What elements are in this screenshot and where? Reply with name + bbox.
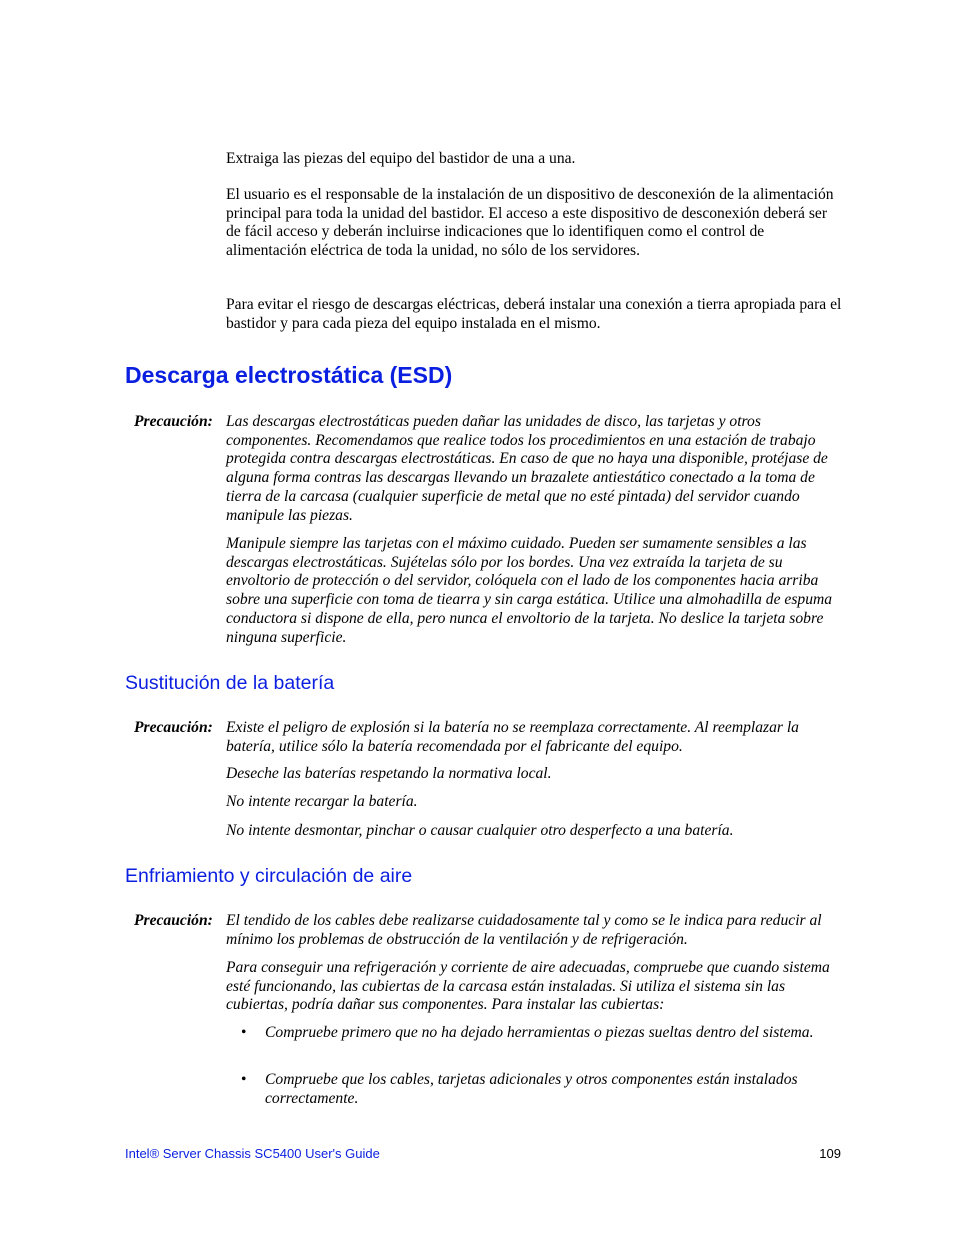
footer-page-number: 109 <box>819 1146 841 1161</box>
caution-label-esd: Precaución: <box>134 413 213 430</box>
caution-text-cooling-1: El tendido de los cables debe realizarse cuidadosamente tal y como se le indica para reducir al mínimo los problemas de obstrucción de la ventilación y de refrigeración. <box>226 912 822 948</box>
footer-document-title: Intel® Server Chassis SC5400 User's Guide <box>125 1146 380 1161</box>
section-heading-cooling: Enfriamiento y circulación de aire <box>125 865 413 887</box>
list-item: Compruebe que los cables, tarjetas adicionales y otros componentes están instalados correctamente. <box>265 1071 798 1107</box>
caution-label-battery: Precaución: <box>134 719 213 736</box>
caution-label-cooling: Precaución: <box>134 912 213 929</box>
caution-text-battery-3: No intente recargar la batería. <box>226 793 418 810</box>
list-item: Compruebe primero que no ha dejado herramientas o piezas sueltas dentro del sistema. <box>265 1024 814 1041</box>
intro-paragraph-1: Extraiga las piezas del equipo del bastidor de una a una. <box>226 150 576 167</box>
section-heading-battery: Sustitución de la batería <box>125 672 335 694</box>
section-heading-esd: Descarga electrostática (ESD) <box>125 362 453 388</box>
caution-text-esd-1: Las descargas electrostáticas pueden dañar las unidades de disco, las tarjetas y otros componentes. Recomendamos que realice todos los procedimientos en una estación de trabajo protegida contra descargas electrostáticas. En caso de que no haya una disponible, protéjase de alguna forma contras las descargas llevando un brazalete antiestático conectado a la toma de tierra de la carcasa (cualquier superficie de metal que no esté pintada) del servidor cuando manipule las piezas. <box>226 413 828 524</box>
caution-text-cooling-2: Para conseguir una refrigeración y corriente de aire adecuadas, compruebe que cuando sistema esté funcionando, las cubiertas de la carcasa están instaladas. Si utiliza el sistema sin las cubiertas, podría dañar sus componentes. Para instalar las cubiertas: <box>226 959 830 1014</box>
bullet-icon: • <box>241 1024 247 1041</box>
caution-text-battery-4: No intente desmontar, pinchar o causar cualquier otro desperfecto a una batería. <box>226 822 734 839</box>
intro-paragraph-2: El usuario es el responsable de la instalación de un dispositivo de desconexión de la alimentación principal para toda la unidad del bastidor. El acceso a este dispositivo de desconexión deberá ser de fácil acceso y deberán incluirse indicaciones que lo identifiquen como el control de alimentación eléctrica de toda la unidad, no sólo de los servidores. <box>226 186 834 260</box>
intro-paragraph-3: Para evitar el riesgo de descargas eléctricas, deberá instalar una conexión a tierra apropiada para el bastidor y para cada pieza del equipo instalada en el mismo. <box>226 296 842 332</box>
caution-text-battery-2: Deseche las baterías respetando la normativa local. <box>226 765 552 782</box>
caution-text-esd-2: Manipule siempre las tarjetas con el máximo cuidado. Pueden ser sumamente sensibles a las descargas electrostáticas. Sujételas sólo por los bordes. Una vez extraída la tarjeta de su envoltorio de protección o del servidor, colóquela con el lado de los componentes hacia arriba sobre una superficie con toma de tiearra y sin carga estática. Utilice una almohadilla de espuma conductora si dispone de ella, pero nunca el envoltorio de la tarjeta. No deslice la tarjeta sobre ninguna superficie. <box>226 535 833 646</box>
caution-text-battery-1: Existe el peligro de explosión si la batería no se reemplaza correctamente. Al reemplazar la batería, utilice sólo la batería recomendada por el fabricante del equipo. <box>226 719 799 755</box>
bullet-icon: • <box>241 1071 247 1088</box>
